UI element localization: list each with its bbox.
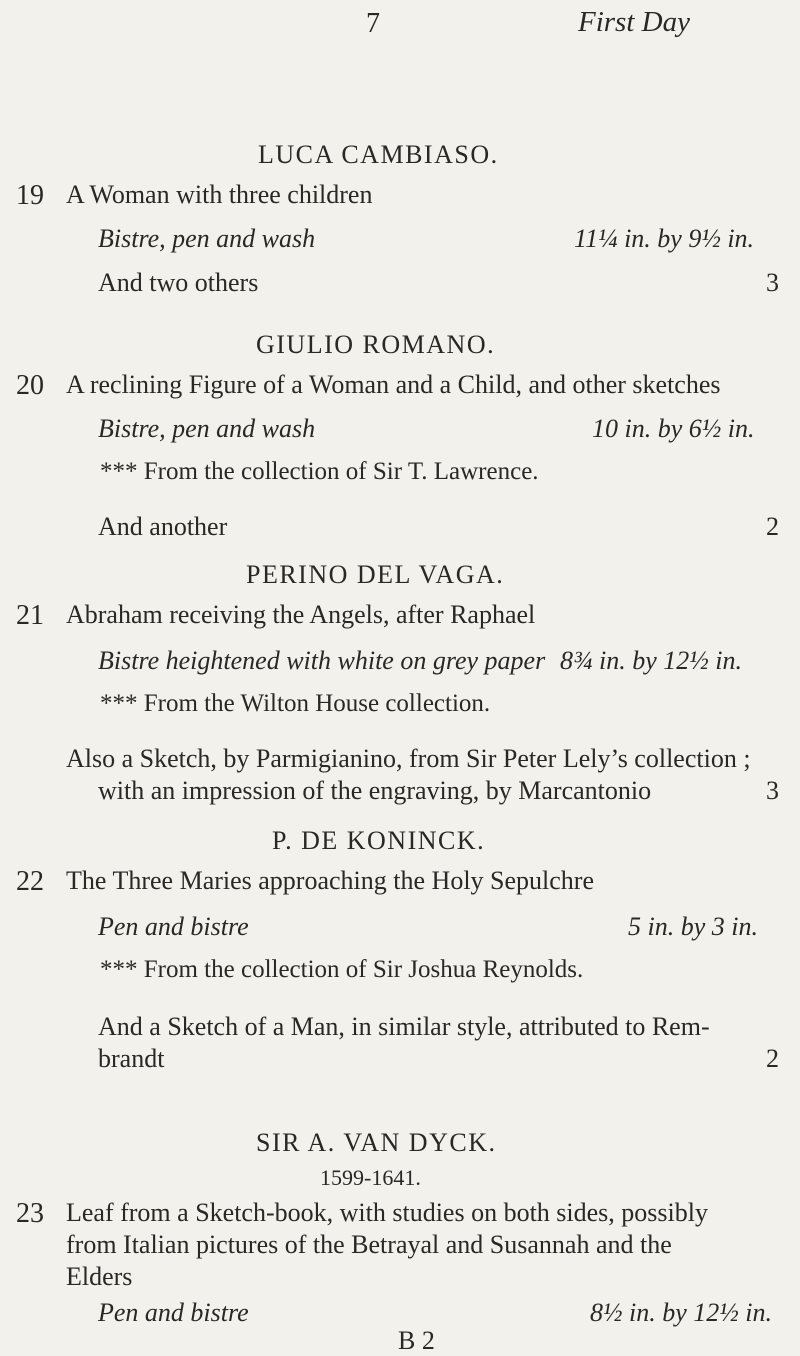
item-count: 2 [766, 1044, 779, 1073]
artist-heading: SIR A. VAN DYCK. [256, 1128, 497, 1157]
lot-medium: Bistre, pen and wash [98, 414, 316, 443]
lot-number: 20 [16, 370, 44, 401]
additional-items-continued: brandt [98, 1044, 165, 1073]
provenance-note: *** From the collection of Sir Joshua Reynolds. [100, 956, 584, 983]
day-heading: First Day [578, 6, 690, 38]
lot-title-continued: Elders [66, 1262, 133, 1291]
item-count: 3 [766, 776, 779, 805]
artist-heading: P. DE KONINCK. [272, 826, 486, 855]
additional-items: Also a Sketch, by Parmigianino, from Sir Peter Lely’s collection ; [66, 744, 751, 773]
lot-title-continued: from Italian pictures of the Betrayal and Susannah and the [66, 1230, 672, 1259]
additional-items: And a Sketch of a Man, in similar style, attributed to Rem- [98, 1012, 710, 1041]
lot-medium: Bistre heightened with white on grey paper [98, 646, 546, 675]
lot-title: Leaf from a Sketch-book, with studies on both sides, possibly [66, 1198, 708, 1227]
item-count: 2 [766, 512, 779, 541]
additional-items: And another [98, 512, 228, 541]
page-number: 7 [366, 8, 380, 39]
lot-number: 19 [16, 180, 44, 211]
lot-number: 22 [16, 866, 44, 897]
lot-medium: Pen and bistre [98, 912, 249, 941]
lot-title: Abraham receiving the Angels, after Raphael [66, 600, 536, 629]
lot-medium: Pen and bistre [98, 1298, 249, 1327]
lot-dimensions: 11¼ in. by 9½ in. [574, 224, 755, 253]
artist-dates: 1599-1641. [320, 1165, 421, 1190]
lot-number: 23 [16, 1198, 44, 1229]
provenance-note: *** From the Wilton House collection. [100, 690, 491, 717]
lot-dimensions: 8½ in. by 12½ in. [590, 1298, 772, 1327]
signature-mark: B 2 [398, 1326, 435, 1355]
lot-number: 21 [16, 600, 44, 631]
lot-dimensions: 8¾ in. by 12½ in. [560, 646, 742, 675]
lot-title: A reclining Figure of a Woman and a Child, and other sketches [66, 370, 721, 399]
artist-heading: LUCA CAMBIASO. [258, 140, 499, 169]
lot-title: The Three Maries approaching the Holy Sepulchre [66, 866, 594, 895]
lot-dimensions: 10 in. by 6½ in. [592, 414, 755, 443]
provenance-note: *** From the collection of Sir T. Lawrence. [100, 458, 539, 485]
artist-heading: GIULIO ROMANO. [256, 330, 496, 359]
lot-dimensions: 5 in. by 3 in. [628, 912, 758, 941]
lot-medium: Bistre, pen and wash [98, 224, 316, 253]
item-count: 3 [766, 268, 779, 297]
additional-items: And two others [98, 268, 259, 297]
artist-heading: PERINO DEL VAGA. [246, 560, 505, 589]
additional-items-continued: with an impression of the engraving, by Marcantonio [98, 776, 652, 805]
lot-title: A Woman with three children [66, 180, 373, 209]
